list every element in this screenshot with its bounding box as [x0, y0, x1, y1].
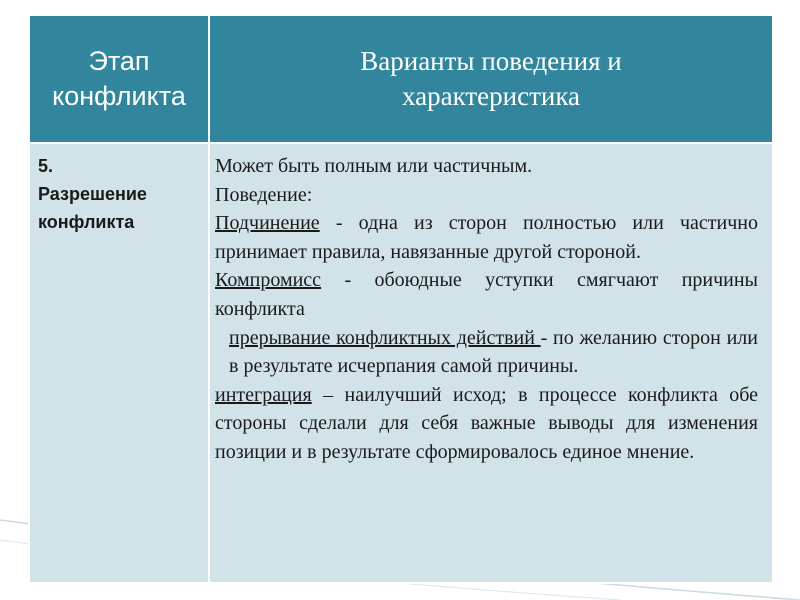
table-row [29, 143, 773, 583]
header-stage-label: Этап конфликта [52, 46, 186, 111]
behavior-item-integration [215, 381, 758, 467]
table-header-row [29, 15, 773, 143]
term-integration: интеграция [215, 383, 312, 406]
intro-text: Может быть полным или частичным. [215, 155, 533, 177]
term-interruption: прерывание конфликтных действий [229, 326, 541, 349]
desc-interruption: - по желанию сторон или в результате исчерпания самой причины. [229, 326, 758, 378]
behavior-label: Поведение: [215, 183, 313, 206]
term-submission: Подчинение [215, 212, 320, 235]
desc-integration: – наилучший исход; в процессе конфликта обе стороны сделали для себя важные выводы для изменения позиции и в результате сформировалось единое мнение. [215, 383, 758, 463]
term-compromise: Компромисс [215, 269, 322, 292]
stage-name-line2: конфликта [38, 212, 135, 232]
stage-name-line1: Разрешение [38, 184, 147, 204]
conflict-table [28, 14, 774, 584]
desc-submission: - одна из сторон полностью или частично принимает правила, навязанные другой стороной. [215, 212, 758, 263]
desc-compromise: - обоюдные уступки смягчают причины конфликта [215, 269, 758, 320]
stage-cell [29, 143, 209, 583]
header-variants-line2: характеристика [401, 81, 581, 111]
description-cell [209, 143, 773, 583]
header-variants-line1: Варианты поведения и [360, 45, 622, 76]
behavior-item-interruption [215, 324, 758, 381]
behavior-item-submission [215, 209, 758, 266]
header-stage [29, 15, 209, 143]
stage-number: 5. [38, 156, 54, 176]
behavior-item-compromise [215, 266, 758, 323]
header-variants [209, 15, 773, 143]
